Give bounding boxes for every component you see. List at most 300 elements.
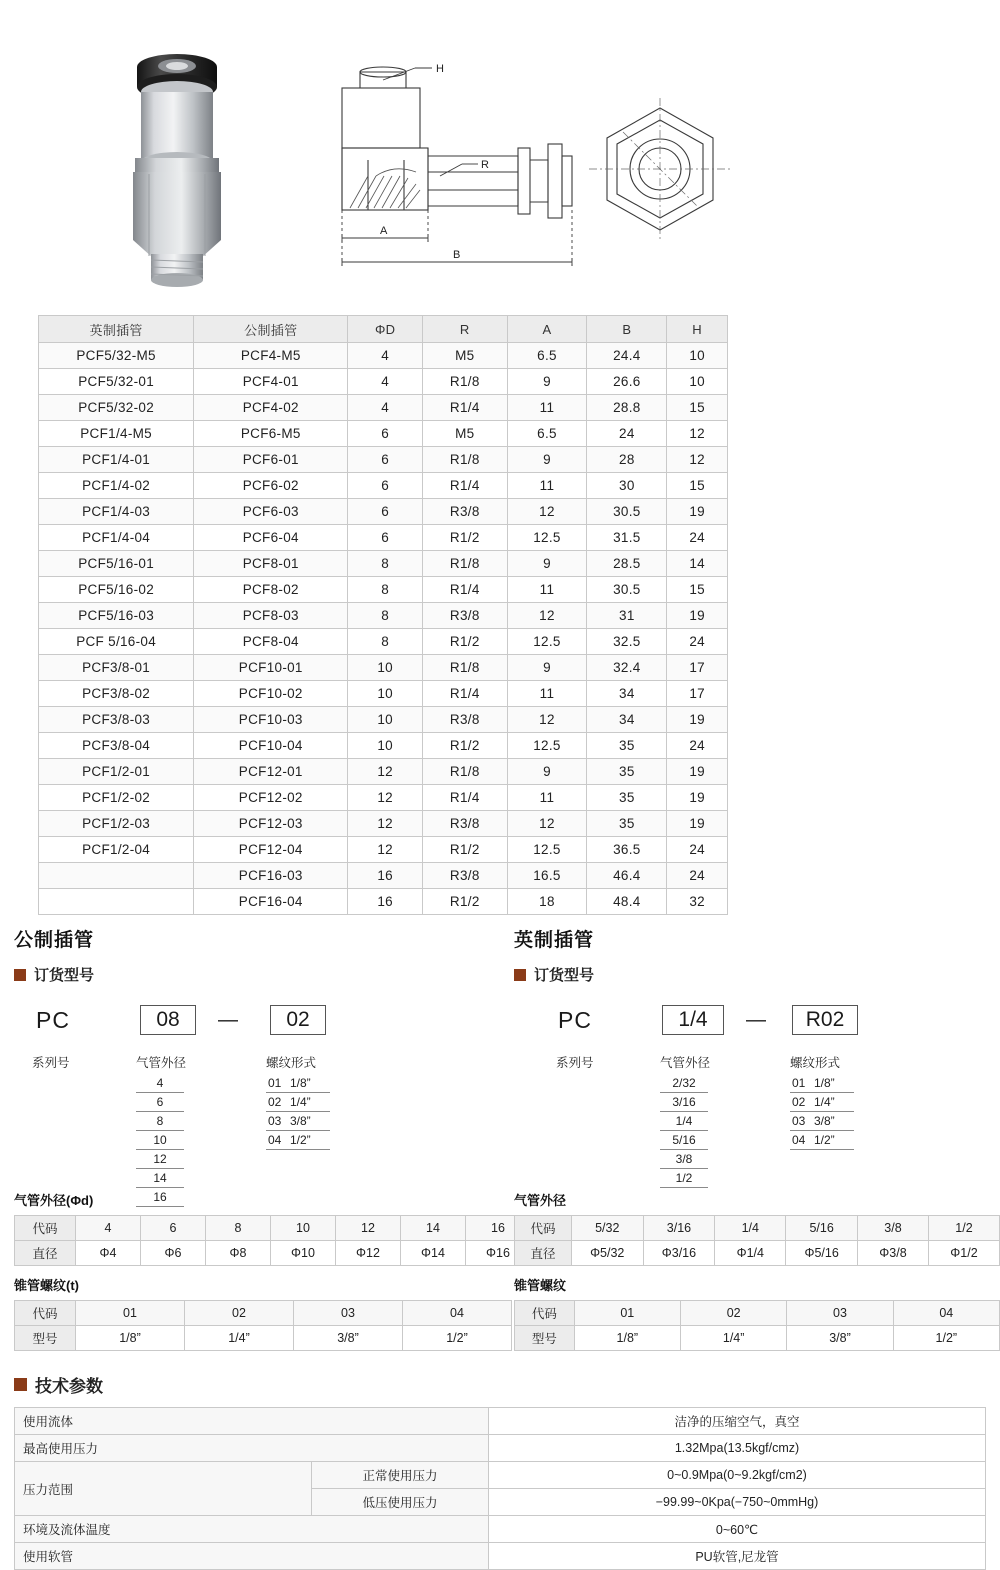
table-cell: 6 bbox=[348, 421, 423, 447]
table-cell: R1/8 bbox=[422, 447, 507, 473]
table-cell: 24 bbox=[667, 837, 728, 863]
table-cell: Φ16 bbox=[466, 1241, 531, 1266]
table-cell: 4 bbox=[348, 395, 423, 421]
table-cell: 9 bbox=[507, 369, 587, 395]
imperial-size-values bbox=[660, 1074, 710, 1188]
tech-param-value: 0~0.9Mpa(0~9.2kgf/cm2) bbox=[489, 1462, 986, 1489]
table-cell: 3/16 bbox=[643, 1216, 715, 1241]
legend-thread-code: 02 bbox=[792, 1095, 806, 1109]
table-row bbox=[39, 785, 728, 811]
table-cell: Φ3/16 bbox=[643, 1241, 715, 1266]
table-cell: 10 bbox=[348, 655, 423, 681]
label-R: R bbox=[481, 159, 489, 171]
legend-thread-value bbox=[790, 1093, 854, 1112]
table-cell: 12.5 bbox=[507, 733, 587, 759]
table-cell: R1/2 bbox=[422, 837, 507, 863]
label-A: A bbox=[380, 225, 388, 237]
table-cell: 14 bbox=[667, 551, 728, 577]
legend-thread-value bbox=[790, 1074, 854, 1093]
table-cell: 9 bbox=[507, 551, 587, 577]
table-cell: 24 bbox=[667, 525, 728, 551]
imperial-code-line bbox=[514, 999, 984, 1049]
table-cell: PCF1/2-03 bbox=[39, 811, 194, 837]
table-cell: PCF4-01 bbox=[194, 369, 348, 395]
imperial-code-size: 1/4 bbox=[662, 1005, 724, 1035]
table-cell: 19 bbox=[667, 759, 728, 785]
table-cell: 16 bbox=[348, 863, 423, 889]
table-cell: PCF5/32-01 bbox=[39, 369, 194, 395]
table-row bbox=[39, 681, 728, 707]
metric-size-label: 气管外径 bbox=[136, 1056, 187, 1070]
table-cell: 02 bbox=[185, 1301, 294, 1326]
table-cell: 11 bbox=[507, 577, 587, 603]
tech-param-name: 使用软管 bbox=[15, 1543, 489, 1570]
table-cell: R1/2 bbox=[422, 889, 507, 915]
row-header: 型号 bbox=[515, 1326, 575, 1351]
table-cell: PCF6-04 bbox=[194, 525, 348, 551]
table-cell: R1/4 bbox=[422, 577, 507, 603]
legend-thread-size: 1/4” bbox=[814, 1095, 835, 1109]
table-cell: 6.5 bbox=[507, 421, 587, 447]
table-cell: PCF10-02 bbox=[194, 681, 348, 707]
row-header: 直径 bbox=[15, 1241, 76, 1266]
legend-size-value: 3/16 bbox=[660, 1093, 708, 1112]
table-cell: R1/8 bbox=[422, 759, 507, 785]
table-cell: 8 bbox=[348, 577, 423, 603]
table-cell: 30.5 bbox=[587, 577, 667, 603]
table-header-row bbox=[39, 316, 728, 343]
table-row bbox=[39, 733, 728, 759]
imperial-thread-values bbox=[790, 1074, 854, 1150]
specification-table bbox=[38, 315, 728, 915]
table-row bbox=[15, 1543, 986, 1570]
table-cell: PCF4-M5 bbox=[194, 343, 348, 369]
imperial-od-table bbox=[514, 1215, 1000, 1266]
table-cell: 04 bbox=[403, 1301, 512, 1326]
table-cell: 12 bbox=[507, 811, 587, 837]
legend-thread-code: 02 bbox=[268, 1095, 282, 1109]
table-cell: PCF12-04 bbox=[194, 837, 348, 863]
table-row bbox=[39, 811, 728, 837]
table-cell: R1/4 bbox=[422, 473, 507, 499]
table-row bbox=[15, 1216, 531, 1241]
metric-code-series: PC bbox=[36, 1007, 70, 1033]
imperial-code-series: PC bbox=[558, 1007, 592, 1033]
metric-thread-table-block bbox=[14, 1275, 512, 1351]
tech-param-name: 环境及流体温度 bbox=[15, 1516, 489, 1543]
legend-thread-code: 04 bbox=[792, 1133, 806, 1147]
table-cell: Φ1/4 bbox=[715, 1241, 786, 1266]
table-cell: 19 bbox=[667, 707, 728, 733]
table-cell: 32.5 bbox=[587, 629, 667, 655]
table-cell: 1/2 bbox=[928, 1216, 999, 1241]
legend-size-value: 2/32 bbox=[660, 1074, 708, 1093]
table-row bbox=[39, 421, 728, 447]
table-cell: PCF10-04 bbox=[194, 733, 348, 759]
table-cell: 5/32 bbox=[571, 1216, 643, 1241]
table-cell: PCF12-01 bbox=[194, 759, 348, 785]
table-cell: PCF5/16-02 bbox=[39, 577, 194, 603]
table-cell: 9 bbox=[507, 759, 587, 785]
table-row bbox=[39, 395, 728, 421]
label-B: B bbox=[453, 249, 461, 261]
table-cell: 17 bbox=[667, 681, 728, 707]
table-row bbox=[39, 447, 728, 473]
table-cell: 12 bbox=[348, 785, 423, 811]
table-row bbox=[39, 707, 728, 733]
table-cell: PCF1/4-01 bbox=[39, 447, 194, 473]
table-row bbox=[15, 1301, 512, 1326]
table-cell: PCF16-04 bbox=[194, 889, 348, 915]
table-cell: 10 bbox=[271, 1216, 336, 1241]
table-row bbox=[39, 863, 728, 889]
legend-thread-size: 3/8” bbox=[814, 1114, 835, 1128]
table-cell: 1/8” bbox=[76, 1326, 185, 1351]
table-cell: R3/8 bbox=[422, 499, 507, 525]
row-header: 型号 bbox=[15, 1326, 76, 1351]
table-cell: R3/8 bbox=[422, 707, 507, 733]
table-row bbox=[39, 837, 728, 863]
table-cell: 34 bbox=[587, 707, 667, 733]
table-cell: 9 bbox=[507, 655, 587, 681]
table-cell: Φ1/2 bbox=[928, 1241, 999, 1266]
legend-size-value: 4 bbox=[136, 1074, 184, 1093]
table-cell: PCF1/2-01 bbox=[39, 759, 194, 785]
tech-param-subname: 低压使用压力 bbox=[312, 1489, 489, 1516]
table-cell: Φ5/16 bbox=[786, 1241, 858, 1266]
legend-thread-value bbox=[790, 1131, 854, 1150]
table-cell: 03 bbox=[294, 1301, 403, 1326]
table-cell: 11 bbox=[507, 395, 587, 421]
table-cell: 34 bbox=[587, 681, 667, 707]
table-cell: R1/4 bbox=[422, 395, 507, 421]
row-header: 代码 bbox=[15, 1301, 76, 1326]
table-row bbox=[39, 551, 728, 577]
bullet-square-icon bbox=[14, 969, 26, 981]
table-cell: 1/4” bbox=[185, 1326, 294, 1351]
legend-size-value: 12 bbox=[136, 1150, 184, 1169]
table-cell: 1/8” bbox=[574, 1326, 680, 1351]
table-cell: Φ3/8 bbox=[857, 1241, 928, 1266]
table-cell: 01 bbox=[76, 1301, 185, 1326]
table-cell: 35 bbox=[587, 733, 667, 759]
legend-thread-code: 03 bbox=[792, 1114, 806, 1128]
metric-section-title: 公制插管 bbox=[14, 930, 95, 951]
table-cell: 3/8” bbox=[787, 1326, 893, 1351]
table-cell: 30 bbox=[587, 473, 667, 499]
table-cell: 24 bbox=[667, 629, 728, 655]
metric-code-line bbox=[14, 999, 484, 1049]
col-header-imperial: 英制插管 bbox=[39, 316, 194, 343]
row-header: 代码 bbox=[515, 1216, 572, 1241]
table-cell: 03 bbox=[787, 1301, 893, 1326]
table-cell: PCF10-01 bbox=[194, 655, 348, 681]
table-row bbox=[39, 629, 728, 655]
metric-od-table-block bbox=[14, 1190, 531, 1266]
table-cell: 35 bbox=[587, 759, 667, 785]
table-cell: R3/8 bbox=[422, 603, 507, 629]
col-header-b: B bbox=[587, 316, 667, 343]
table-cell: PCF5/32-02 bbox=[39, 395, 194, 421]
table-cell: 8 bbox=[206, 1216, 271, 1241]
product-photo bbox=[105, 40, 265, 290]
table-cell: 16.5 bbox=[507, 863, 587, 889]
legend-thread-code: 04 bbox=[268, 1133, 282, 1147]
tech-param-subname: 正常使用压力 bbox=[312, 1462, 489, 1489]
legend-thread-code: 03 bbox=[268, 1114, 282, 1128]
tech-params-section bbox=[14, 1372, 986, 1570]
col-header-metric: 公制插管 bbox=[194, 316, 348, 343]
row-header: 代码 bbox=[515, 1301, 575, 1326]
table-cell: 24 bbox=[667, 733, 728, 759]
table-cell: PCF1/4-M5 bbox=[39, 421, 194, 447]
col-header-h: H bbox=[667, 316, 728, 343]
table-cell: R1/2 bbox=[422, 629, 507, 655]
table-cell: 11 bbox=[507, 473, 587, 499]
imperial-series-label: 系列号 bbox=[556, 1056, 594, 1070]
table-cell: 30.5 bbox=[587, 499, 667, 525]
table-cell: PCF5/16-03 bbox=[39, 603, 194, 629]
table-cell: 3/8 bbox=[857, 1216, 928, 1241]
legend-thread-value bbox=[266, 1112, 330, 1131]
table-cell: 8 bbox=[348, 603, 423, 629]
bullet-square-icon bbox=[14, 1378, 27, 1391]
legend-size-value: 10 bbox=[136, 1131, 184, 1150]
table-cell: 10 bbox=[348, 733, 423, 759]
legend-thread-size: 1/4” bbox=[290, 1095, 311, 1109]
table-cell: 4 bbox=[348, 343, 423, 369]
table-row bbox=[15, 1516, 986, 1543]
table-cell: PCF6-02 bbox=[194, 473, 348, 499]
table-cell: 6 bbox=[348, 473, 423, 499]
legend-thread-value bbox=[266, 1074, 330, 1093]
table-cell: R1/8 bbox=[422, 551, 507, 577]
table-row bbox=[39, 525, 728, 551]
tech-param-name: 使用流体 bbox=[15, 1408, 489, 1435]
table-cell: 48.4 bbox=[587, 889, 667, 915]
imperial-size-label: 气管外径 bbox=[660, 1056, 711, 1070]
table-cell: 46.4 bbox=[587, 863, 667, 889]
table-cell bbox=[39, 889, 194, 915]
legend-size-value: 14 bbox=[136, 1169, 184, 1188]
col-header-r: R bbox=[422, 316, 507, 343]
legend-thread-code: 01 bbox=[268, 1076, 282, 1090]
tech-param-name: 最高使用压力 bbox=[15, 1435, 489, 1462]
table-cell: PCF6-M5 bbox=[194, 421, 348, 447]
table-cell: 36.5 bbox=[587, 837, 667, 863]
imperial-order-label-text: 订货型号 bbox=[534, 967, 595, 984]
table-cell: R1/4 bbox=[422, 785, 507, 811]
table-cell: PCF1/4-03 bbox=[39, 499, 194, 525]
table-cell: 35 bbox=[587, 785, 667, 811]
metric-od-title: 气管外径(Φd) bbox=[14, 1193, 94, 1208]
table-cell: PCF6-01 bbox=[194, 447, 348, 473]
col-header-a: A bbox=[507, 316, 587, 343]
col-header-d: ΦD bbox=[348, 316, 423, 343]
imperial-code-dash: — bbox=[746, 1009, 766, 1031]
table-cell bbox=[39, 863, 194, 889]
imperial-order-section bbox=[514, 925, 984, 1189]
table-cell: 9 bbox=[507, 447, 587, 473]
table-cell: 19 bbox=[667, 785, 728, 811]
table-row bbox=[515, 1301, 1000, 1326]
table-cell: PCF1/2-04 bbox=[39, 837, 194, 863]
legend-size-value: 16 bbox=[136, 1188, 184, 1207]
row-header: 直径 bbox=[515, 1241, 572, 1266]
table-cell: 19 bbox=[667, 603, 728, 629]
metric-series-label: 系列号 bbox=[32, 1056, 70, 1070]
metric-code-dash: — bbox=[218, 1009, 238, 1031]
tech-param-value: 1.32Mpa(13.5kgf/cmz) bbox=[489, 1435, 986, 1462]
table-row bbox=[515, 1326, 1000, 1351]
table-row bbox=[15, 1241, 531, 1266]
table-cell: PCF1/2-02 bbox=[39, 785, 194, 811]
imperial-code-thread: R02 bbox=[792, 1005, 858, 1035]
metric-code-size: 08 bbox=[140, 1005, 196, 1035]
table-cell: 24 bbox=[667, 863, 728, 889]
table-cell: 28.8 bbox=[587, 395, 667, 421]
tech-param-value: −99.99~0Kpa(−750~0mmHg) bbox=[489, 1489, 986, 1516]
metric-order-label-text: 订货型号 bbox=[34, 967, 95, 984]
table-cell: 12.5 bbox=[507, 525, 587, 551]
table-cell: 14 bbox=[401, 1216, 466, 1241]
table-cell: 6 bbox=[348, 447, 423, 473]
table-cell: Φ10 bbox=[271, 1241, 336, 1266]
legend-thread-size: 3/8” bbox=[290, 1114, 311, 1128]
imperial-thread-label: 螺纹形式 bbox=[790, 1056, 841, 1070]
legend-size-value: 8 bbox=[136, 1112, 184, 1131]
table-cell: PCF16-03 bbox=[194, 863, 348, 889]
legend-thread-size: 1/2” bbox=[814, 1133, 835, 1147]
table-row bbox=[15, 1326, 512, 1351]
table-cell: 12 bbox=[507, 499, 587, 525]
table-cell: 4 bbox=[76, 1216, 141, 1241]
legend-size-value: 6 bbox=[136, 1093, 184, 1112]
table-cell: R3/8 bbox=[422, 811, 507, 837]
table-cell: 4 bbox=[348, 369, 423, 395]
table-cell: 6 bbox=[348, 499, 423, 525]
table-cell: 16 bbox=[466, 1216, 531, 1241]
table-cell: 1/4” bbox=[680, 1326, 786, 1351]
table-cell: 8 bbox=[348, 629, 423, 655]
table-row bbox=[515, 1216, 1000, 1241]
table-cell: 01 bbox=[574, 1301, 680, 1326]
imperial-thread-table-block bbox=[514, 1275, 1000, 1351]
legend-size-value: 5/16 bbox=[660, 1131, 708, 1150]
table-cell: PCF5/32-M5 bbox=[39, 343, 194, 369]
table-row bbox=[15, 1408, 986, 1435]
table-row bbox=[39, 343, 728, 369]
table-cell: 12 bbox=[336, 1216, 401, 1241]
metric-order-label bbox=[14, 964, 484, 985]
table-cell: 32.4 bbox=[587, 655, 667, 681]
table-cell: 28 bbox=[587, 447, 667, 473]
table-cell: PCF8-04 bbox=[194, 629, 348, 655]
table-cell: PCF3/8-02 bbox=[39, 681, 194, 707]
metric-thread-table bbox=[14, 1300, 512, 1351]
table-cell: PCF1/4-04 bbox=[39, 525, 194, 551]
tech-param-value: 0~60℃ bbox=[489, 1516, 986, 1543]
table-cell: 18 bbox=[507, 889, 587, 915]
label-H: H bbox=[436, 63, 444, 75]
table-cell: 17 bbox=[667, 655, 728, 681]
table-cell: PCF1/4-02 bbox=[39, 473, 194, 499]
table-cell: PCF6-03 bbox=[194, 499, 348, 525]
table-cell: 02 bbox=[680, 1301, 786, 1326]
table-cell: 3/8” bbox=[294, 1326, 403, 1351]
table-cell: PCF3/8-01 bbox=[39, 655, 194, 681]
table-cell: 12 bbox=[348, 811, 423, 837]
table-cell: R1/4 bbox=[422, 681, 507, 707]
table-cell: PCF5/16-01 bbox=[39, 551, 194, 577]
table-cell: 1/4 bbox=[715, 1216, 786, 1241]
table-cell: Φ12 bbox=[336, 1241, 401, 1266]
imperial-od-title: 气管外径 bbox=[514, 1193, 567, 1208]
table-row bbox=[39, 473, 728, 499]
table-cell: 12 bbox=[667, 447, 728, 473]
imperial-section-title: 英制插管 bbox=[514, 930, 595, 951]
table-cell: 15 bbox=[667, 577, 728, 603]
table-cell: PCF10-03 bbox=[194, 707, 348, 733]
table-cell: R1/8 bbox=[422, 655, 507, 681]
table-cell: PCF8-03 bbox=[194, 603, 348, 629]
table-cell: R1/2 bbox=[422, 733, 507, 759]
table-cell: Φ8 bbox=[206, 1241, 271, 1266]
legend-thread-code: 01 bbox=[792, 1076, 806, 1090]
table-cell: PCF12-03 bbox=[194, 811, 348, 837]
table-cell: 10 bbox=[348, 681, 423, 707]
tech-params-title bbox=[14, 1372, 986, 1397]
table-cell: 6 bbox=[348, 525, 423, 551]
table-cell: 11 bbox=[507, 785, 587, 811]
table-cell: 10 bbox=[667, 369, 728, 395]
table-cell: 26.6 bbox=[587, 369, 667, 395]
tech-param-name: 压力范围 bbox=[15, 1462, 312, 1516]
table-cell: Φ5/32 bbox=[571, 1241, 643, 1266]
table-cell: 31 bbox=[587, 603, 667, 629]
table-cell: 12.5 bbox=[507, 629, 587, 655]
table-row bbox=[39, 603, 728, 629]
legend-thread-size: 1/8” bbox=[290, 1076, 311, 1090]
table-cell: 11 bbox=[507, 681, 587, 707]
table-cell: 1/2” bbox=[893, 1326, 999, 1351]
table-cell: 6 bbox=[141, 1216, 206, 1241]
table-cell: R1/8 bbox=[422, 369, 507, 395]
metric-thread-values bbox=[266, 1074, 330, 1150]
table-cell: 19 bbox=[667, 499, 728, 525]
table-cell: 32 bbox=[667, 889, 728, 915]
tech-params-title-text: 技术参数 bbox=[35, 1377, 103, 1396]
table-cell: 12 bbox=[348, 837, 423, 863]
table-cell: 15 bbox=[667, 395, 728, 421]
table-cell: R3/8 bbox=[422, 863, 507, 889]
table-row bbox=[15, 1435, 986, 1462]
table-cell: 16 bbox=[348, 889, 423, 915]
end-view-drawing bbox=[575, 90, 745, 270]
table-cell: 04 bbox=[893, 1301, 999, 1326]
legend-size-value: 1/2 bbox=[660, 1169, 708, 1188]
table-cell: PCF3/8-03 bbox=[39, 707, 194, 733]
table-row bbox=[15, 1462, 986, 1489]
metric-size-values bbox=[136, 1074, 186, 1207]
table-cell: Φ14 bbox=[401, 1241, 466, 1266]
table-row bbox=[39, 889, 728, 915]
table-cell: 10 bbox=[667, 343, 728, 369]
imperial-legend bbox=[514, 1049, 984, 1189]
table-cell: 12 bbox=[348, 759, 423, 785]
table-row bbox=[39, 577, 728, 603]
table-cell: R1/2 bbox=[422, 525, 507, 551]
